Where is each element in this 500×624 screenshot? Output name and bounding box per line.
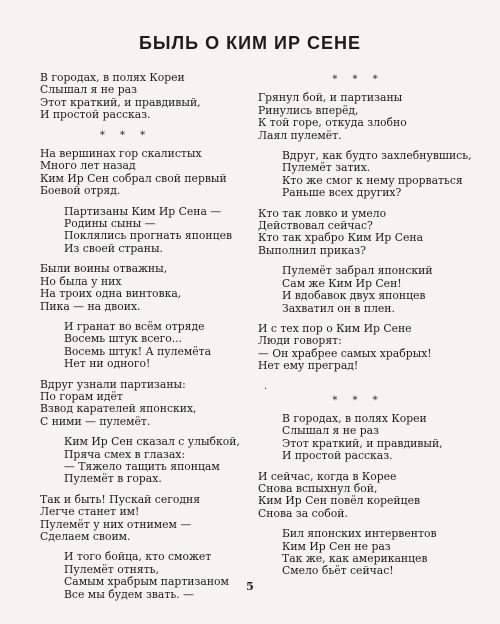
stray-mark: . [264, 380, 268, 392]
stanza [258, 92, 468, 142]
verse-line: И вдобавок двух японцев [282, 289, 426, 303]
poem-title: БЫЛЬ О КИМ ИР СЕНЕ [138, 33, 361, 53]
verse-line: Пулемёт в горах. [64, 472, 162, 486]
page-number: 5 [246, 580, 254, 593]
verse-line: Вдруг узнали партизаны: [40, 377, 186, 391]
verse-line: Вдруг, как будто захлебнувшись, [282, 149, 472, 163]
verse-line: Кто же смог к нему прорваться [282, 173, 463, 187]
stanza [258, 208, 468, 258]
verse-line: Боевой отряд. [40, 184, 121, 198]
verse-line: Захватил он в плен. [282, 301, 395, 315]
verse-line: Пика — на двоих. [40, 299, 141, 313]
verse-line: Родины сыны — [64, 217, 156, 231]
stanza-separator: * * * [332, 394, 384, 406]
verse-line: На вершинах гор скалистых [40, 147, 202, 161]
verse-line: Поклялись прогнать японцев [64, 229, 233, 243]
verse-line: Из своей страны. [64, 241, 163, 255]
stanza [258, 471, 468, 521]
verse-line: Ринулись вперёд, [258, 103, 359, 117]
left-column [40, 72, 255, 609]
verse-line: С ними — пулемёт. [40, 414, 151, 428]
verse-line: Сделаем своим. [40, 530, 131, 543]
stanza [40, 494, 255, 544]
verse-line: И гранат во всём отряде [64, 319, 205, 333]
verse-line: Пряча смех в глазах: [64, 447, 186, 461]
verse-line: Взвод карателей японских, [40, 402, 197, 416]
verse-line: Были воины отважны, [40, 262, 168, 276]
verse-line: Кто так храбро Ким Ир Сена [258, 231, 424, 245]
verse-line: Люди говорят: [258, 334, 342, 348]
verse-line: Нет ни одного! [64, 357, 151, 371]
stanza [258, 149, 472, 200]
stanza [40, 206, 255, 256]
verse-line: Пулемёт забрал японский [282, 264, 433, 278]
verse-line: Нет ему преград! [258, 359, 359, 373]
verse-line: И простой рассказ. [40, 108, 151, 122]
verse-line: Снова вспыхнул бой, [258, 481, 378, 495]
stanza [40, 436, 255, 486]
verse-line: Много лет назад [40, 159, 136, 173]
stanza [40, 72, 255, 122]
verse-line: Действовал сейчас? [258, 219, 373, 233]
verse-line: И простой рассказ. [282, 449, 393, 463]
stanza [40, 148, 255, 198]
verse-line: Кто так ловко и умело [258, 206, 387, 220]
stanza [40, 263, 255, 313]
verse-line: Слышал я не раз [40, 83, 137, 97]
verse-line: Этот краткий, и правдивый, [282, 436, 443, 450]
verse-line: Все мы будем звать. — [64, 587, 194, 601]
verse-line: Грянул бой, и партизаны [258, 91, 403, 105]
verse-line: Партизаны Ким Ир Сена — [64, 204, 222, 218]
verse-line: Этот краткий, и правдивый, [40, 95, 201, 109]
verse-line: На троих одна винтовка, [40, 287, 182, 301]
verse-line: Но была у них [40, 274, 122, 288]
verse-line: Ким Ир Сен повёл корейцев [258, 494, 421, 508]
stanza [258, 265, 468, 315]
verse-line: Ким Ир Сен сказал с улыбкой, [64, 435, 240, 449]
verse-line: Пулемёт затих. [282, 161, 371, 175]
verse-line: По горам идёт [40, 389, 123, 403]
stanza [258, 323, 468, 373]
verse-line: Пулемёт отнять, [64, 562, 159, 576]
verse-line: Раньше всех других? [282, 186, 402, 200]
verse-line: Ким Ир Сен не раз [282, 539, 391, 553]
verse-line: Легче станет им! [40, 505, 140, 519]
verse-line: Самым храбрым партизаном [64, 575, 229, 589]
verse-line: Восемь штук всего... [64, 332, 183, 346]
verse-line: В городах, в полях Кореи [40, 71, 185, 84]
stanza [258, 413, 468, 463]
verse-line: Бил японских интервентов [282, 527, 437, 541]
stanza [40, 321, 255, 371]
verse-line: Снова за собой. [258, 506, 348, 520]
verse-line: Слышал я не раз [282, 424, 379, 438]
verse-line: Лаял пулемёт. [258, 128, 342, 142]
verse-line: Восемь штук! А пулемёта [64, 344, 212, 358]
stanza [40, 551, 255, 601]
verse-line: — Тяжело тащить японцам [64, 459, 220, 473]
verse-line: И сейчас, когда в Корее [258, 469, 397, 483]
verse-line: Сам же Ким Ир Сен! [282, 276, 402, 290]
verse-line: И того бойца, кто сможет [64, 550, 212, 564]
verse-line: Выполнил приказ? [258, 243, 366, 257]
verse-line: Смело бьёт сейчас! [282, 564, 394, 578]
verse-line: Ким Ир Сен собрал свой первый [40, 171, 227, 185]
verse-line: И с тех пор о Ким Ир Сене [258, 321, 412, 335]
stanza-separator: * * * [332, 74, 384, 85]
right-column [258, 72, 472, 586]
verse-line: К той горе, откуда злобно [258, 116, 407, 130]
verse-line: Так и быть! Пускай сегодня [40, 492, 201, 506]
verse-line: — Он храбрее самых храбрых! [258, 346, 432, 360]
verse-line: Так же, как американцев [282, 552, 428, 565]
stanza-separator: * * * [99, 129, 152, 141]
stanza [40, 379, 255, 429]
stanza [258, 528, 468, 578]
verse-line: В городах, в полях Кореи [282, 411, 427, 425]
verse-line: Пулемёт у них отнимем — [40, 517, 192, 531]
